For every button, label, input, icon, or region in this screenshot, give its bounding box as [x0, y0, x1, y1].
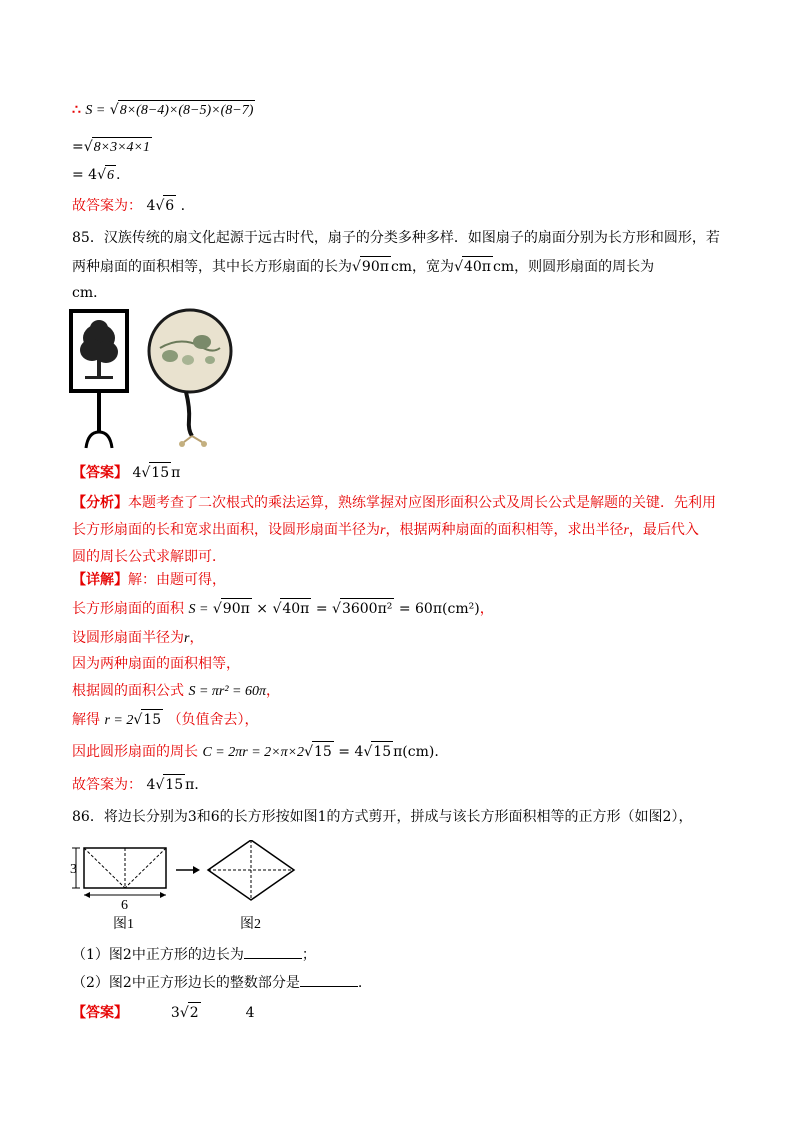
prev-final-radicand: 6 — [163, 195, 176, 216]
prev-line2: =√8×3×4×1 — [72, 137, 152, 158]
q86-sub1 — [72, 944, 316, 965]
q85-analysis — [72, 490, 732, 571]
q86-sub2-blank — [300, 972, 358, 987]
q85-final-answer: 故答案为： 4√15 π． — [72, 774, 208, 795]
prev-line1: ∴ S = √8×(8−4)×(8−5)×(8−7) — [72, 100, 255, 121]
q85-perimeter-rad1: 15 — [312, 741, 334, 762]
q86-line1 — [72, 807, 692, 827]
q85-text-line2b: cm，则圆形扇面的周长为 — [493, 259, 655, 275]
prev-final-prefix: 故答案为： — [72, 198, 142, 214]
q85-analysis-line3: 圆的周长公式求解即可． — [72, 549, 226, 565]
q85-area-s: S = — [188, 602, 209, 617]
prev-line1-radicand: 8×(8−4)×(8−5)×(8−7) — [118, 100, 256, 121]
q85-analysis-r1: r — [380, 523, 386, 538]
q85-answer-coef: 4 — [132, 465, 142, 481]
q85-answer-radicand: 15 — [149, 462, 171, 483]
q85-text-line3: cm． — [72, 285, 108, 301]
q85-detail-label: 【详解】 — [72, 572, 128, 588]
q86-answer-label: 【答案】 — [72, 1005, 128, 1021]
q85-analysis-line2a: 长方形扇面的长和宽求出面积，设圆形扇面半径为 — [72, 522, 380, 538]
prev-line1-lhs: S = — [85, 103, 106, 118]
q85-radius-r: r — [184, 631, 190, 646]
q85-area-line: 长方形扇面的面积 S = √90π × √40π = √3600π² = 60π(cm²)， — [72, 598, 494, 620]
q85-final-prefix: 故答案为： — [72, 777, 142, 793]
q85-line3 — [72, 283, 107, 303]
q85-analysis-r2: r — [623, 523, 629, 538]
q86-answer: 【答案】 3√2 4 — [72, 1002, 255, 1023]
q85-final-radicand: 15 — [163, 774, 185, 795]
rectangular-fan-image — [68, 308, 138, 452]
q85-area-rad2: 40π — [280, 598, 311, 619]
q85-text-line2a: 两种扇面的面积相等，其中长方形扇面的长为 — [72, 259, 352, 275]
q86-figure — [68, 840, 308, 932]
q85-line1 — [72, 228, 720, 248]
q85-answer-label: 【答案】 — [72, 465, 128, 481]
q85-area-eq: = — [315, 601, 328, 617]
q86-answer2: 4 — [245, 1005, 255, 1021]
q85-formula-prefix: 根据圆的面积公式 — [72, 683, 184, 699]
q85-detail-header — [72, 570, 226, 590]
q85-equal-text: 因为两种扇面的面积相等， — [72, 656, 240, 672]
q86-number: 86． — [72, 809, 104, 825]
q85-final-pi: π — [185, 777, 195, 793]
q85-formula-expr: S = πr² = 60π — [188, 684, 267, 699]
q85-solve-rad: 15 — [141, 709, 163, 730]
prev-line3-radicand: 6 — [105, 165, 116, 186]
q85-radius-text: 设圆形扇面半径为 — [72, 630, 184, 646]
q85-solve-note: （负值舍去）， — [167, 712, 259, 728]
q85-width-radicand: 40π — [462, 256, 493, 277]
prev-line2-eq: = — [72, 139, 84, 155]
q85-unit1: cm，宽为 — [390, 259, 455, 275]
q85-final-end: ． — [194, 777, 209, 793]
round-fan-image — [140, 308, 240, 452]
therefore-symbol: ∴ — [72, 102, 81, 118]
q85-analysis-line1: 本题考查了二次根式的乘法运算，熟练掌握对应图形面积公式及周长公式是解题的关键．先利用 — [128, 495, 716, 511]
q85-formula-line — [72, 681, 280, 702]
q85-number: 85． — [72, 230, 104, 246]
q85-analysis-label: 【分析】 — [72, 495, 128, 511]
q85-area-rad3: 3600π² — [340, 598, 394, 619]
q85-answer: 【答案】 4√15 π — [72, 462, 180, 483]
q85-perimeter-rad2: 15 — [371, 741, 393, 762]
q86-text: 将边长分别为3和6的长方形按如图1的方式剪开，拼成与该长方形面积相等的正方形（如图2）， — [103, 809, 693, 825]
q85-perimeter-expr-c: π(cm) — [393, 744, 435, 760]
q85-perimeter-expr-b: = 4 — [338, 744, 364, 760]
q86-answer1-radicand: 2 — [188, 1002, 201, 1023]
prev-line2-radicand: 8×3×4×1 — [92, 137, 152, 158]
prev-line3-end: . — [116, 167, 121, 183]
q85-analysis-line2c: ，最后代入 — [628, 522, 699, 538]
q85-solve-expr: r = 2 — [104, 713, 134, 728]
fig1-caption: 图1 — [113, 917, 134, 932]
fig1-width-label: 6 — [121, 898, 128, 913]
q85-perimeter-line: 因此圆形扇面的周长 C = 2πr = 2×π×2√15 = 4√15 π(cm). — [72, 741, 439, 763]
q85-perimeter-end: . — [434, 744, 439, 760]
q85-perimeter-expr-a: C = 2πr = 2×π×2 — [202, 745, 305, 760]
q85-length-radicand: 90π — [360, 256, 391, 277]
q85-final-coef: 4 — [146, 777, 156, 793]
q85-line2: 两种扇面的面积相等，其中长方形扇面的长为√90π cm，宽为√40π cm，则圆形扇面的周长为 — [72, 256, 654, 277]
prev-final-answer: 故答案为： 4√6 . — [72, 195, 185, 216]
q86-sub2-end: . — [357, 975, 363, 991]
q85-perimeter-prefix: 因此圆形扇面的周长 — [72, 744, 198, 760]
q85-formula-end: ， — [266, 683, 281, 699]
fig2-caption: 图2 — [240, 917, 261, 932]
q85-equal-line — [72, 654, 240, 674]
prev-final-end: . — [180, 198, 186, 214]
q85-area-times: × — [256, 601, 268, 617]
prev-line3: = 4√6 . — [72, 165, 120, 186]
q85-area-prefix: 长方形扇面的面积 — [72, 601, 184, 617]
prev-final-coef: 4 — [146, 198, 156, 214]
q86-sub1-text: （1）图2中正方形的边长为 — [72, 947, 244, 963]
q85-area-result: = 60π(cm²) — [398, 601, 480, 617]
q85-text-line1: 汉族传统的扇文化起源于远古时代，扇子的分类多种多样．如图扇子的扇面分别为长方形和圆形，若 — [103, 230, 720, 246]
q86-sub2 — [72, 972, 362, 993]
q85-area-rad1: 90π — [221, 598, 252, 619]
fig1-height-label: 3 — [70, 862, 77, 877]
q86-sub1-end: ； — [301, 947, 316, 963]
q85-solve-prefix: 解得 — [72, 712, 100, 728]
q85-analysis-line2b: ，根据两种扇面的面积相等，求出半径 — [385, 522, 624, 538]
q86-answer1-coef: 3 — [170, 1005, 180, 1021]
q85-solve-line: 解得 r = 2√15 （负值舍去）， — [72, 709, 259, 731]
prev-line3-eq: = 4 — [72, 167, 98, 183]
q85-answer-pi: π — [171, 465, 181, 481]
q86-sub2-text: （2）图2中正方形边长的整数部分是 — [72, 975, 300, 991]
q85-detail-line1: 解：由题可得， — [128, 572, 226, 588]
q85-radius-line: 设圆形扇面半径为r， — [72, 630, 204, 646]
q86-sub1-blank — [244, 944, 302, 959]
q85-area-end: ， — [479, 601, 494, 617]
